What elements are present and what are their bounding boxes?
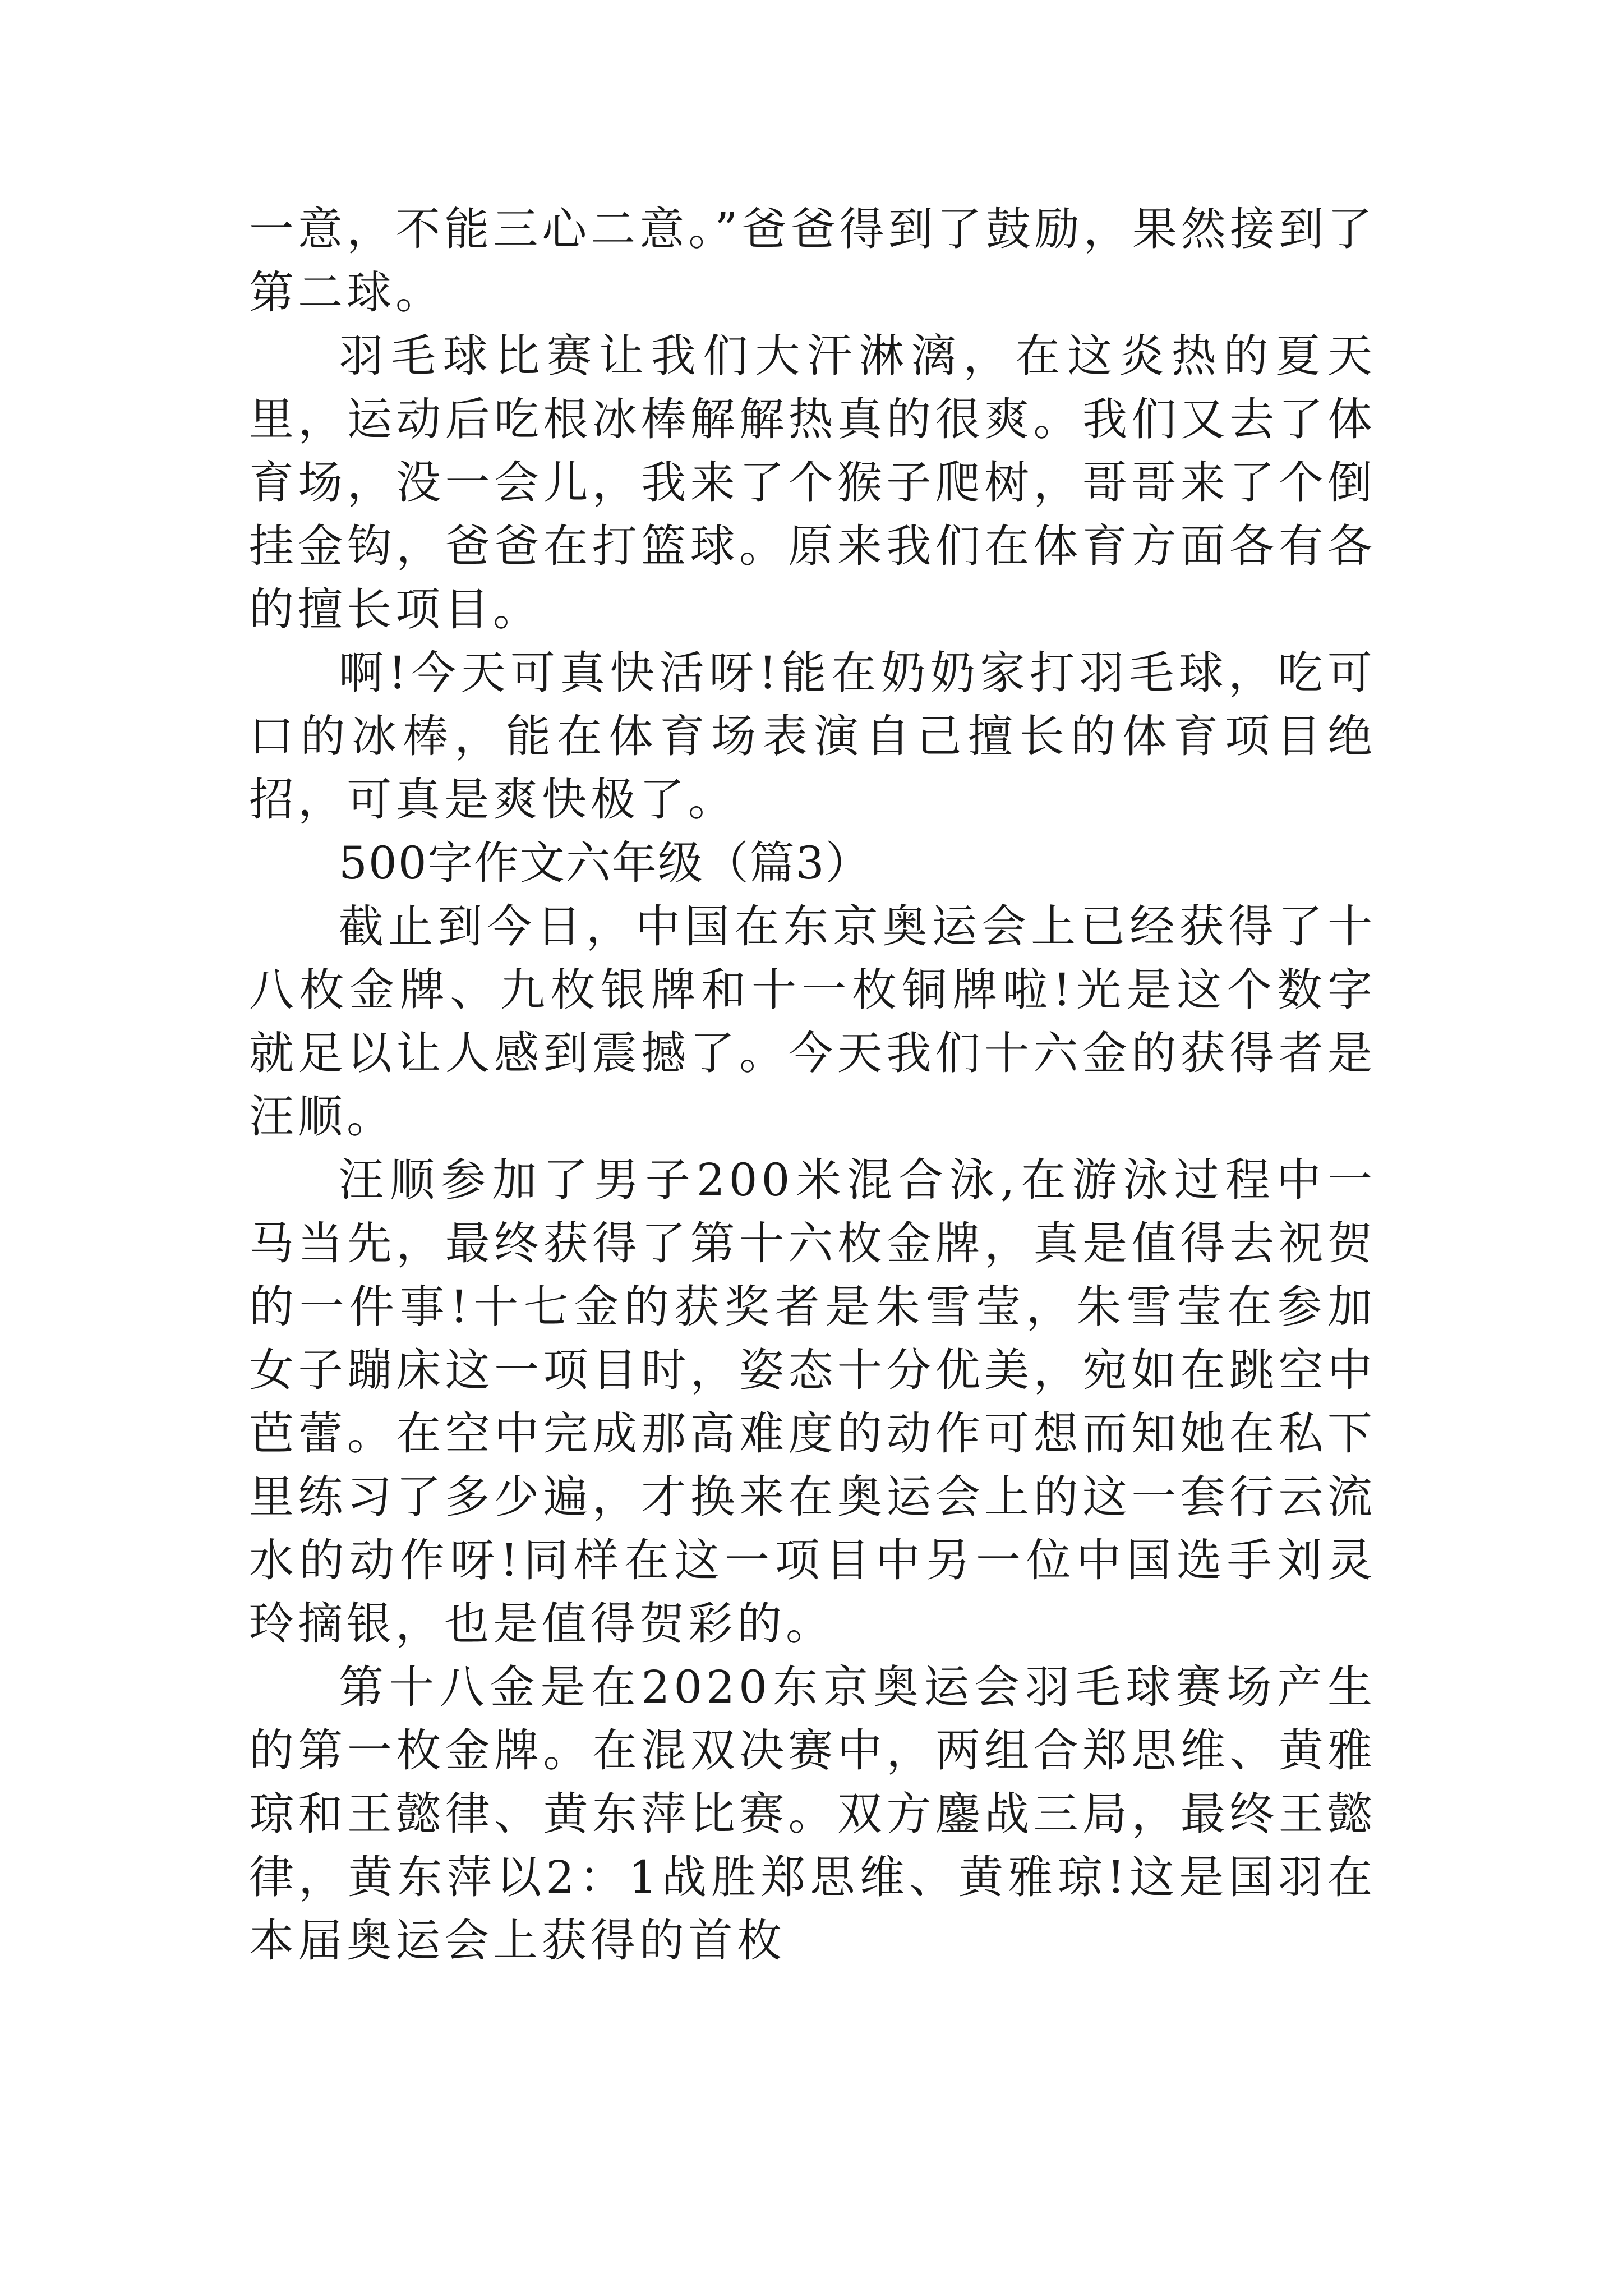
document-body [249,197,1376,1972]
paragraph-wang-shun: 汪顺参加了男子200米混合泳,在游泳过程中一马当先，最终获得了第十六枚金牌，真是值得去祝贺的一件事!十七金的获奖者是朱雪莹，朱雪莹在参加女子蹦床这一项目时，姿态十分优美，宛如在跳空中芭蕾。在空中完成那高难度的动作可想而知她在私下里练习了多少遍，才换来在奥运会上的这一套行云流水的动作呀!同样在这一项目中另一位中国选手刘灵玲摘银，也是值得贺彩的。 [249,1154,1376,1650]
section-heading: 500字作文六年级（篇3） [339,837,872,889]
paragraph-badminton-gold: 第十八金是在2020东京奥运会羽毛球赛场产生的第一枚金牌。在混双决赛中，两组合郑思维、黄雅琼和王懿律、黄东萍比赛。双方鏖战三局，最终王懿律，黄东萍以2：1战胜郑思维、黄雅琼!这是国羽在本届奥运会上获得的首枚 [249,1661,1376,1967]
paragraph-medal-count: 截止到今日，中国在东京奥运会上已经获得了十八枚金牌、九枚银牌和十一枚铜牌啦!光是这个数字就足以让人感到震撼了。今天我们十六金的获得者是汪顺。 [249,900,1376,1143]
paragraph-happy-day: 啊!今天可真快活呀!能在奶奶家打羽毛球，吃可口的冰棒，能在体育场表演自己擅长的体育项目绝招，可真是爽快极了。 [249,647,1376,826]
paragraph-continuation: 一意，不能三心二意。”爸爸得到了鼓励，果然接到了第二球。 [249,203,1376,319]
paragraph-badminton-heat: 羽毛球比赛让我们大汗淋漓，在这炎热的夏天里，运动后吃根冰棒解解热真的很爽。我们又去了体育场，没一会儿，我来了个猴子爬树，哥哥来了个倒挂金钩，爸爸在打篮球。原来我们在体育方面各有各的擅长项目。 [249,330,1376,636]
